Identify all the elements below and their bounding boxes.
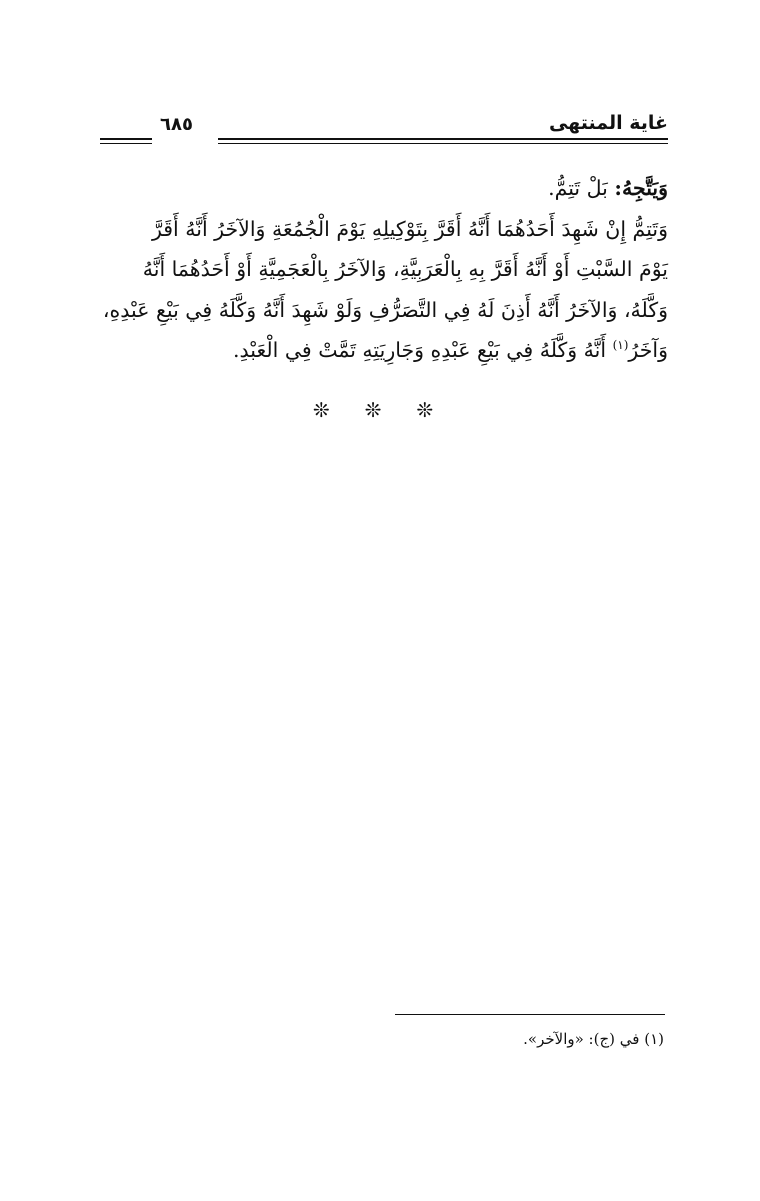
main-text bbox=[98, 168, 668, 371]
running-title: غاية المنتهى bbox=[548, 112, 668, 134]
footnote-reference[interactable]: (١) bbox=[612, 338, 629, 353]
text-line-4-end: أَنَّهُ وَكَّلَهُ فِي بَيْعِ عَبْدِهِ وَجَارِيَتِهِ تَمَّتْ فِي الْعَبْدِ. bbox=[233, 338, 613, 362]
paragraph-text: بَلْ تَتِمُّ. bbox=[548, 176, 608, 200]
paragraph-main bbox=[98, 209, 668, 371]
text-line-4 bbox=[98, 330, 668, 371]
paragraph-lead-word: وَيَتَّجِهُ: bbox=[614, 176, 668, 200]
paragraph-opinion bbox=[98, 168, 668, 209]
text-line-1: وَتَتِمُّ إِنْ شَهِدَ أَحَدُهُمَا أَنَّهُ أَقَرَّ بِتَوْكِيلِهِ يَوْمَ الْجُمُعَةِ وَالآخَرُ أَنَّهُ أَقَرَّ bbox=[151, 216, 668, 241]
page-number: ٦٨٥ bbox=[160, 114, 193, 135]
footnote-text: في (ج): «والآخر». bbox=[523, 1030, 640, 1048]
footnote bbox=[264, 1030, 664, 1048]
header-rule-right bbox=[218, 138, 668, 144]
footnote-marker: (١) bbox=[644, 1030, 664, 1048]
text-line-4-start: وَآخَرُ bbox=[628, 338, 668, 362]
header-rule-left bbox=[100, 138, 152, 144]
footnote-separator bbox=[395, 1014, 665, 1015]
page-header bbox=[100, 108, 668, 148]
text-line-3: وَكَّلَهُ، وَالآخَرُ أَنَّهُ أَذِنَ لَهُ فِي التَّصَرُّفِ وَلَوْ شَهِدَ أَنَّهُ وَكَّلَهُ فِي بَيْعِ عَبْدِهِ، bbox=[102, 297, 668, 322]
section-ornament: ❊ ❊ ❊ bbox=[312, 398, 448, 422]
text-line-2: يَوْمَ السَّبْتِ أَوْ أَنَّهُ أَقَرَّ بِهِ بِالْعَرَبِيَّةِ، وَالآخَرُ بِالْعَجَمِيَّةِ أَوْ أَحَدُهُمَا أَنَّهُ bbox=[142, 257, 668, 281]
